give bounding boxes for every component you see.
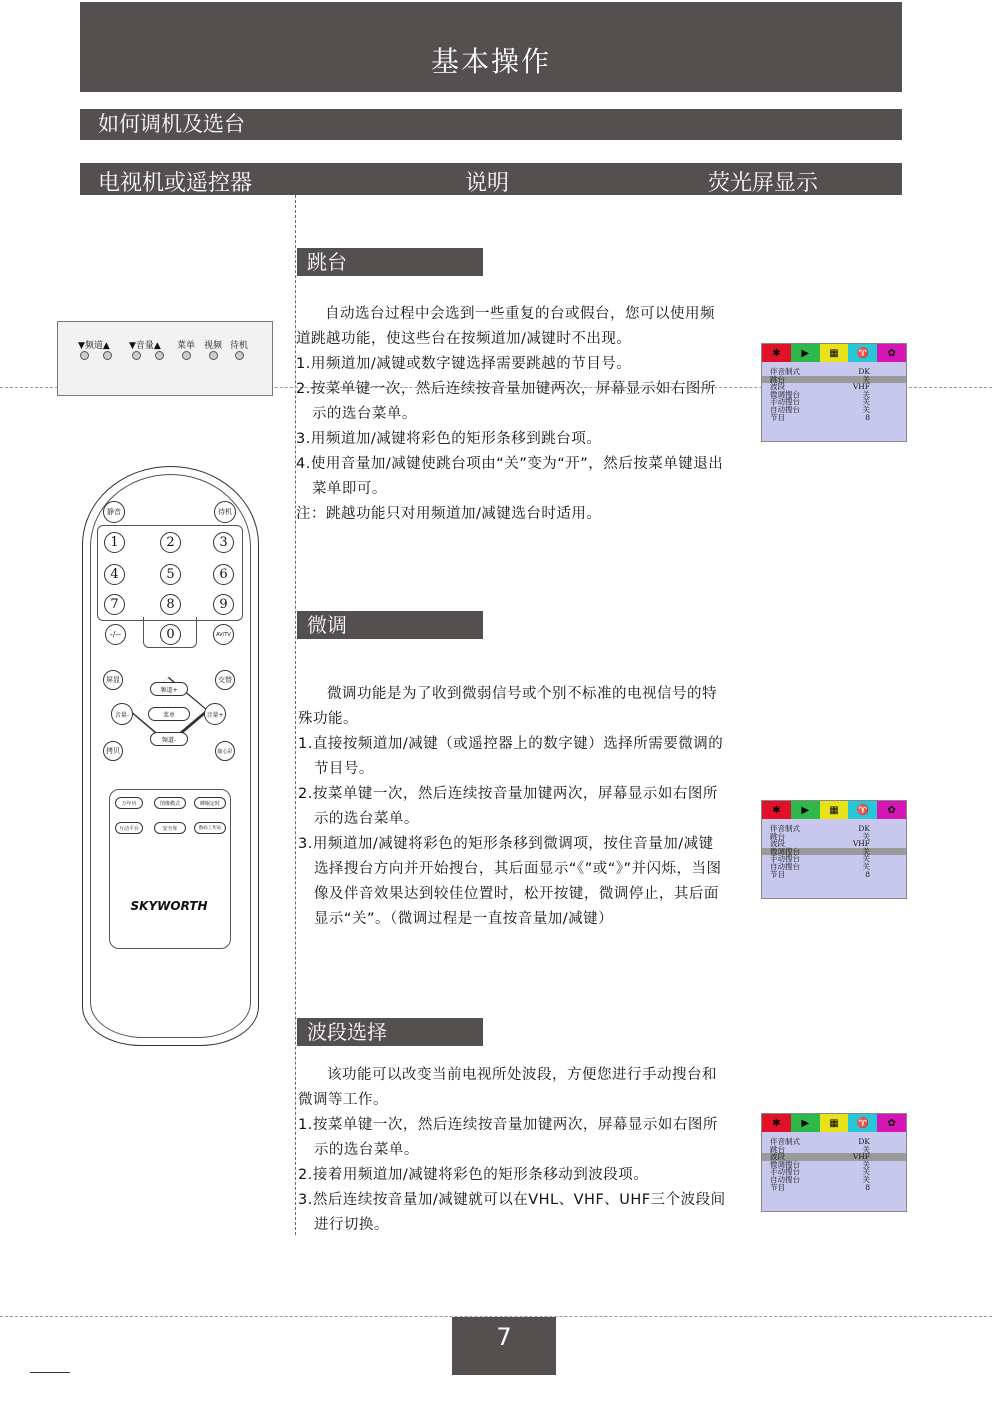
osd-icon-bar <box>762 801 906 819</box>
digit-5-button[interactable]: 5 <box>160 564 181 585</box>
step-text: 1.用频道加/减键或数字键选择需要跳越的节目号。 <box>296 356 632 372</box>
osd-item-label: 手动搜台 <box>770 1167 800 1177</box>
osd-item-label: 跳台 <box>770 374 785 384</box>
intro-text: 该功能可以改变当前电视所处波段，方便您进行手动搜台和微调等工作。 <box>298 1067 717 1108</box>
column-middle-label: 说明 <box>465 171 510 196</box>
panel-label-menu: 菜单 <box>177 341 196 351</box>
digit-1-button[interactable]: 1 <box>104 532 125 553</box>
panel-button[interactable] <box>155 351 164 360</box>
section-body-skip <box>296 302 726 527</box>
step-text: 2.接着用频道加/减键将彩色的矩形条移动到波段项。 <box>298 1167 649 1183</box>
picture-icon: ▦ <box>820 344 849 362</box>
channel-up-button[interactable]: 频道+ <box>150 682 188 696</box>
digital-workstation-button[interactable]: 数码工作站 <box>194 822 226 834</box>
osd-menu-row <box>762 871 906 879</box>
section-body-band <box>298 1063 728 1238</box>
tools-icon: ♈ <box>848 344 877 362</box>
digit-0-button[interactable]: 0 <box>160 624 181 645</box>
osd-item-label: 手动搜台 <box>770 397 800 407</box>
osd-item-label: 伴音制式 <box>770 367 800 376</box>
section-heading-band: 波段选择 <box>297 1018 483 1046</box>
osd-item-value: 关 <box>862 831 870 841</box>
picture-icon: ▦ <box>820 801 849 819</box>
osd-item-label: 波段 <box>770 839 785 849</box>
display-button[interactable]: 屏显 <box>103 670 123 690</box>
section-subtitle: 如何调机及选台 <box>80 109 902 140</box>
channel-down-button[interactable]: 频道- <box>150 732 188 746</box>
color-button[interactable]: 随心彩 <box>215 741 235 761</box>
osd-item-value: 关 <box>862 846 870 856</box>
osd-menu-row <box>762 1184 906 1192</box>
step-text: 3.用频道加/减键将彩色的矩形条移到跳台项。 <box>296 431 602 447</box>
panel-label-volume: ▼音量▲ <box>129 341 161 351</box>
osd-item-label: 自动搜台 <box>770 861 800 871</box>
intro-text: 自动选台过程中会选到一些重复的台或假台，您可以使用频道跳越功能，使这些台在按频道加/减键时不出现。 <box>296 306 715 347</box>
osd-item-value: DK <box>858 367 870 376</box>
osd-item-label: 波段 <box>770 1152 785 1162</box>
play-icon: ▶ <box>791 344 820 362</box>
lower-panel <box>109 789 231 949</box>
osd-icon-bar <box>762 1114 906 1132</box>
section-heading-fine-tune: 微调 <box>297 611 483 639</box>
remote-control <box>82 466 259 1046</box>
brand-logo: SKYWORTH <box>130 899 208 913</box>
play-icon: ▶ <box>791 1114 820 1132</box>
copy-button[interactable]: 拷贝 <box>103 741 123 761</box>
step-text: 3.用频道加/减键将彩色的矩形条移到微调项，按住音量加/减键选择搜台方向并开始搜台，其后面显示“《”或“》”并闪烁，当图像及伴音效果达到较佳位置时，松开按键，微调停止，其后面显示“关”。（微调过程是一直按音量加/减键） <box>298 836 722 927</box>
footer-mark <box>30 1372 70 1373</box>
osd-item-label: 微调搜台 <box>770 389 800 399</box>
osd-item-value: 8 <box>865 412 870 422</box>
calendar-button[interactable]: 万年历 <box>115 797 143 809</box>
av-tv-button[interactable]: AV/TV <box>213 624 234 645</box>
page-number: 7 <box>452 1317 556 1375</box>
digit-4-button[interactable]: 4 <box>104 564 125 585</box>
panel-button[interactable] <box>132 351 141 360</box>
clock-icon: ✿ <box>877 344 906 362</box>
panel-button[interactable] <box>235 351 244 360</box>
panel-button[interactable] <box>80 351 89 360</box>
osd-item-value: 关 <box>862 1167 870 1177</box>
digit-6-button[interactable]: 6 <box>213 564 234 585</box>
dash-button[interactable]: -/-- <box>105 624 126 645</box>
panel-button[interactable] <box>209 351 218 360</box>
osd-item-label: 伴音制式 <box>770 1137 800 1146</box>
osd-menu-fine-tune <box>761 800 907 899</box>
osd-item-label: 节目 <box>770 1182 785 1192</box>
osd-item-value: 关 <box>862 861 870 871</box>
panel-button[interactable] <box>103 351 112 360</box>
digit-3-button[interactable]: 3 <box>213 532 234 553</box>
tools-icon: ♈ <box>848 1114 877 1132</box>
osd-item-value: 8 <box>865 869 870 879</box>
osd-item-label: 自动搜台 <box>770 404 800 414</box>
osd-item-value: 8 <box>865 1182 870 1192</box>
osd-item-label: 跳台 <box>770 1144 785 1154</box>
osd-item-label: 微调搜台 <box>770 846 800 856</box>
osd-item-label: 节目 <box>770 869 785 879</box>
page-title: 基本操作 <box>80 2 902 92</box>
osd-item-label: 波段 <box>770 382 785 392</box>
volume-down-button[interactable]: 音量- <box>111 703 133 725</box>
osd-item-value: 关 <box>862 397 870 407</box>
osd-item-value: DK <box>858 824 870 833</box>
sound-icon: ✱ <box>762 344 791 362</box>
digit-8-button[interactable]: 8 <box>160 594 181 615</box>
play-icon: ▶ <box>791 801 820 819</box>
osd-item-value: 关 <box>862 1159 870 1169</box>
step-text: 1.按菜单键一次，然后连续按音量加键两次，屏幕显示如右图所示的选台菜单。 <box>298 1117 718 1158</box>
intro-text: 微调功能是为了收到微弱信号或个别不标准的电视信号的特殊功能。 <box>298 686 717 727</box>
section-heading-skip: 跳台 <box>297 248 483 276</box>
osd-item-label: 跳台 <box>770 831 785 841</box>
step-text: 4.使用音量加/减键使跳台项由“关”变为“开”，然后按菜单键退出菜单即可。 <box>296 456 724 497</box>
note-text: 注：跳越功能只对用频道加/减键选台时适用。 <box>296 506 602 522</box>
osd-icon-bar <box>762 344 906 362</box>
picture-icon: ▦ <box>820 1114 849 1132</box>
osd-menu-band <box>761 1113 907 1212</box>
volume-up-button[interactable]: 音量+ <box>204 703 226 725</box>
step-text: 3.然后连续按音量加/减键就可以在VHL、VHF、UHF三个波段间进行切换。 <box>298 1192 726 1233</box>
osd-item-value: 关 <box>862 404 870 414</box>
sound-icon: ✱ <box>762 801 791 819</box>
osd-menu-skip <box>761 343 907 442</box>
clock-icon: ✿ <box>877 801 906 819</box>
mute-button[interactable]: 静音 <box>103 501 125 523</box>
panel-button[interactable] <box>182 351 191 360</box>
osd-item-value: VHF <box>852 382 870 392</box>
swap-button[interactable]: 交替 <box>215 670 235 690</box>
step-text: 2.按菜单键一次，然后连续按音量加键两次，屏幕显示如右图所示的选台菜单。 <box>296 381 716 422</box>
column-right-label: 荧光屏显示 <box>708 171 819 196</box>
osd-item-value: DK <box>858 1137 870 1146</box>
column-header-bar <box>80 163 902 195</box>
panel-label-standby: 待机 <box>230 341 249 351</box>
interactive-platform-button[interactable]: 互动平台 <box>115 822 143 834</box>
osd-item-label: 伴音制式 <box>770 824 800 833</box>
panel-label-video: 视频 <box>204 341 223 351</box>
osd-item-value: VHF <box>852 839 870 849</box>
security-library-button[interactable]: 安全库 <box>154 822 186 834</box>
osd-menu-row <box>762 414 906 422</box>
osd-item-value: 关 <box>862 1174 870 1184</box>
clock-icon: ✿ <box>877 1114 906 1132</box>
tv-front-panel <box>57 321 273 396</box>
sound-icon: ✱ <box>762 1114 791 1132</box>
osd-item-label: 自动搜台 <box>770 1174 800 1184</box>
osd-item-value: VHF <box>852 1152 870 1162</box>
osd-item-label: 节目 <box>770 412 785 422</box>
column-left-label: 电视机或遥控器 <box>98 171 253 196</box>
section-body-fine-tune <box>298 682 728 932</box>
digit-7-button[interactable]: 7 <box>104 594 125 615</box>
osd-item-value: 关 <box>862 389 870 399</box>
tools-icon: ♈ <box>848 801 877 819</box>
step-text: 2.按菜单键一次，然后连续按音量加键两次，屏幕显示如右图所示的选台菜单。 <box>298 786 718 827</box>
digit-9-button[interactable]: 9 <box>213 594 234 615</box>
osd-item-label: 微调搜台 <box>770 1159 800 1169</box>
osd-item-value: 关 <box>862 374 870 384</box>
standby-button[interactable]: 待机 <box>214 501 236 523</box>
sleep-timer-button[interactable]: 睡眠定时 <box>194 797 226 809</box>
osd-item-value: 关 <box>862 1144 870 1154</box>
menu-button[interactable]: 菜单 <box>148 707 190 721</box>
picture-mode-button[interactable]: 图像模式 <box>154 797 186 809</box>
step-text: 1.直接按频道加/减键（或遥控器上的数字键）选择所需要微调的节目号。 <box>298 736 724 777</box>
digit-2-button[interactable]: 2 <box>160 532 181 553</box>
osd-item-label: 手动搜台 <box>770 854 800 864</box>
osd-item-value: 关 <box>862 854 870 864</box>
panel-label-channel: ▼频道▲ <box>78 341 110 351</box>
